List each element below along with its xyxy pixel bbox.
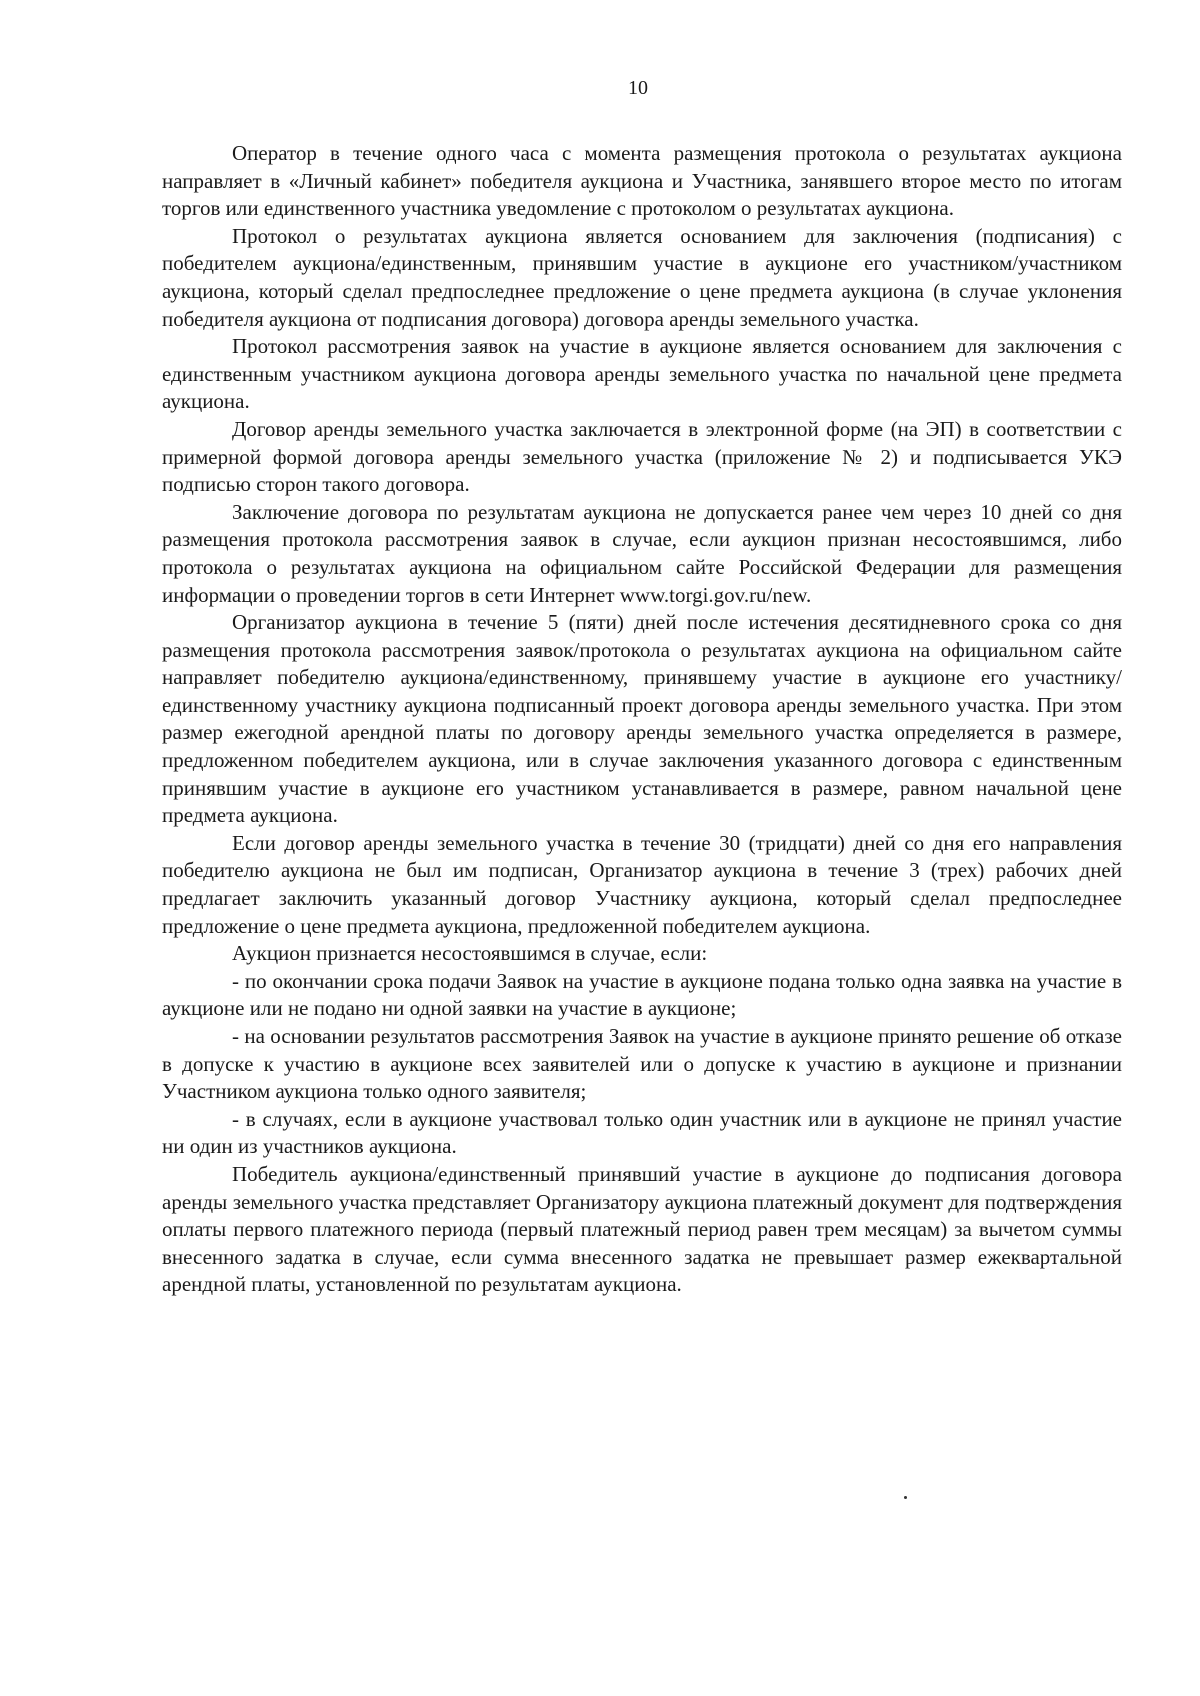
paragraph-winner-payment: Победитель аукциона/единственный принявший участие в аукционе до подписания договора аренды земельного участка представляет Организатору аукциона платежный документ для подтверждения оплаты первого платежного периода (первый платежный период равен трем месяцам) за вычетом суммы внесенного задатка в случае, если сумма внесенного задатка не превышает размер ежеквартальной арендной платы, установленной по результатам аукциона. — [162, 1161, 1122, 1297]
list-item-admission-refusal: - на основании результатов рассмотрения Заявок на участие в аукционе принято решение об отказе в допуске к участию в аукционе всех заявителей или о допуске к участию в аукционе и признании Участником аукциона только одного заявителя; — [162, 1024, 1122, 1104]
document-body — [162, 140, 1122, 1299]
paragraph-contract-timing: Заключение договора по результатам аукциона не допускается ранее чем через 10 дней со дня размещения протокола рассмотрения заявок в случае, если аукцион признан несостоявшимся, либо протокола о результатах аукциона на официальном сайте Российской Федерации для размещения информации о проведении торгов в сети Интернет www.torgi.gov.ru/new. — [162, 499, 1122, 607]
paragraph-auction-failed-intro: Аукцион признается несостоявшимся в случае, если: — [232, 941, 708, 966]
paragraph-contract-electronic-form: Договор аренды земельного участка заключается в электронной форме (на ЭП) в соответствии с примерной формой договора аренды земельного участка (приложение № 2) и подписывается УКЭ подписью сторон такого договора. — [162, 416, 1122, 497]
paragraph-protocol-review: Протокол рассмотрения заявок на участие в аукционе является основанием для заключения с единственным участником аукциона договора аренды земельного участка по начальной цене предмета аукциона. — [162, 334, 1122, 414]
stray-dot-mark — [904, 1496, 907, 1499]
list-item-single-participant: - в случаях, если в аукционе участвовал только один участник или в аукционе не принял участие ни один из участников аукциона. — [162, 1106, 1122, 1159]
page-number: 10 — [628, 77, 648, 99]
paragraph-organizer-sends-draft: Организатор аукциона в течение 5 (пяти) дней после истечения десятидневного срока со дня размещения протокола рассмотрения заявок/протокола о результатах аукциона на официальном сайте направляет победителю аукциона/единственному, принявшему участие в аукционе его участнику/единственному участнику аукциона подписанный проект договора аренды земельного участка. При этом размер ежегодной арендной платы по договору аренды земельного участка определяется в размере, предложенном победителем аукциона, или в случае заключения указанного договора с единственным принявшим участие в аукционе его участником устанавливается в размере, равном начальной цене предмета аукциона. — [162, 610, 1122, 828]
paragraph-operator-notification: Оператор в течение одного часа с момента размещения протокола о результатах аукциона направляет в «Личный кабинет» победителя аукциона и Участника, занявшего второе место по итогам торгов или единственного участника уведомление с протоколом о результатах аукциона. — [162, 141, 1122, 221]
list-item-single-application: - по окончании срока подачи Заявок на участие в аукционе подана только одна заявка на участие в аукционе или не подано ни одной заявки на участие в аукционе; — [162, 968, 1122, 1021]
paragraph-protocol-results: Протокол о результатах аукциона является основанием для заключения (подписания) с победителем аукциона/единственным, принявшим участие в аукционе его участником/участником аукциона, который сделал предпоследнее предложение о цене предмета аукциона (в случае уклонения победителя аукциона от подписания договора) договора аренды земельного участка. — [162, 223, 1122, 331]
paragraph-unsigned-contract: Если договор аренды земельного участка в течение 30 (тридцати) дней со дня его направления победителю аукциона не был им подписан, Организатор аукциона в течение 3 (трех) рабочих дней предлагает заключить указанный договор Участнику аукциона, который сделал предпоследнее предложение о цене предмета аукциона, предложенной победителем аукциона. — [162, 830, 1122, 938]
